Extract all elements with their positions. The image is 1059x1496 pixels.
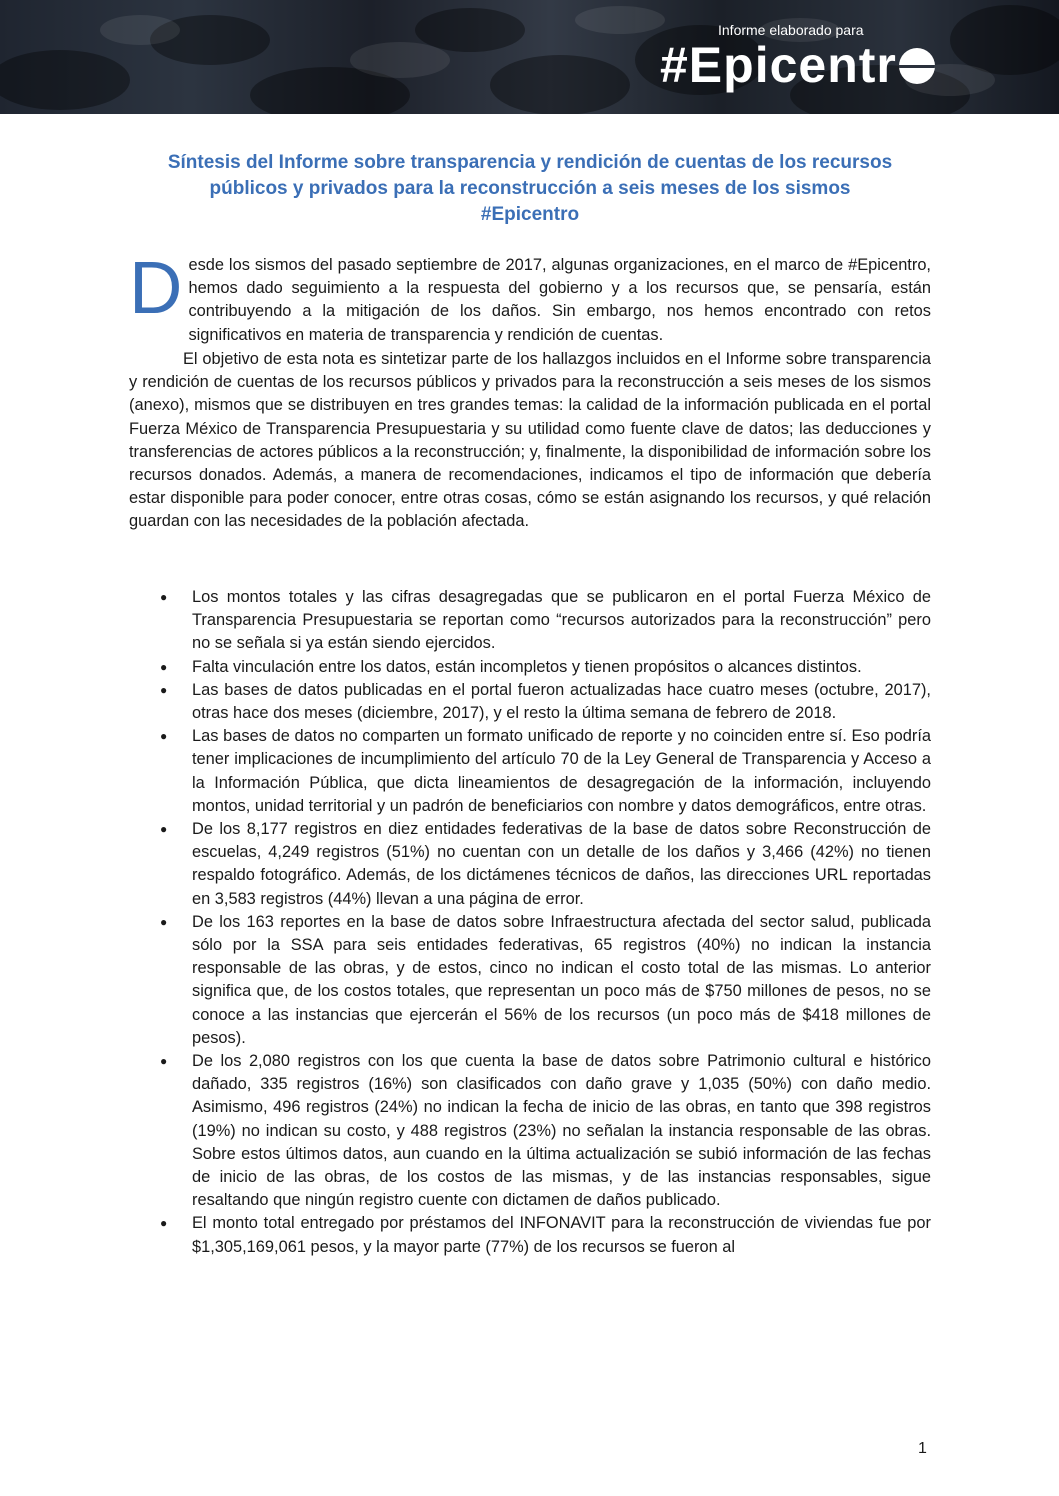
list-item <box>140 911 931 1050</box>
list-item-text: De los 2,080 registros con los que cuenta la base de datos sobre Patrimonio cultural e histórico dañado, 335 registros (16%) son clasificados con daño grave y 1,035 (50%) con daño medio. Asimismo, 496 registros (24%) no indican la fecha de inicio de las obras, en tanto que 398 registros (19%) no indican su costo, y 488 registros (23%) no señalan la instancia responsable de las obras. Sobre estos últimos datos, aun cuando en la última actualización se subió información de las fechas de inicio de las obras, de los costos de las mismas, y de las instancias responsables, sigue resaltando que ningún registro cuente con dictamen de daños publicado. <box>192 1052 931 1210</box>
document-title <box>130 150 930 228</box>
list-item-text: De los 8,177 registros en diez entidades federativas de la base de datos sobre Reconstrucción de escuelas, 4,249 registros (51%) no cuentan con un detalle de los daños y 3,466 (42%) no tienen respaldo fotográfico. Además, de los dictámenes técnicos de daños, las direcciones URL reportadas en 3,583 registros (44%) llevan a una página de error. <box>192 820 931 908</box>
list-item-text: Las bases de datos no comparten un formato unificado de reporte y no coinciden entre sí. Eso podría tener implicaciones de incumplimiento del artículo 70 de la Ley General de Transparencia y Acceso a la Información Pública, que dicta lineamientos de desagregación de la información, incluyendo montos, unidad territorial y un padrón de beneficiarios con nombre y datos demográficos, entre otras. <box>192 727 931 815</box>
logo-o-circle-icon <box>899 48 935 84</box>
bullet-icon: ● <box>160 659 168 674</box>
bullet-icon: ● <box>160 822 168 837</box>
bullet-icon: ● <box>160 1216 168 1231</box>
findings-list <box>140 586 931 1259</box>
drop-cap: D <box>129 246 183 329</box>
list-item-text: Falta vinculación entre los datos, están incompletos y tienen propósitos o alcances distintos. <box>192 657 862 676</box>
bullet-icon: ● <box>160 1054 168 1069</box>
objective-paragraph: El objetivo de esta nota es sintetizar parte de los hallazgos incluidos en el Informe sobre transparencia y rendición de cuentas de los recursos públicos y privados para la reconstrucción a seis meses de los sismos (anexo), mismos que se distribuyen en tres grandes temas: la calidad de la información publicada en el portal Fuerza México de Transparencia Presupuestaria y su utilidad como fuente clave de datos; las deducciones y transferencias de actores públicos a la reconstrucción; y, finalmente, la disponibilidad de información sobre los recursos donados. Además, a manera de recomendaciones, indicamos el tipo de información que debería estar disponible para poder conocer, entre otras cosas, cómo se están asignando los recursos, y qué relación guardan con las necesidades de la población afectada. <box>129 350 931 531</box>
bullet-icon: ● <box>160 914 168 929</box>
bullet-icon: ● <box>160 729 168 744</box>
bullet-icon: ● <box>160 590 168 604</box>
list-item <box>140 1212 931 1258</box>
epicentro-logo <box>660 36 935 94</box>
list-item <box>140 725 931 818</box>
list-item <box>140 1050 931 1212</box>
logo-text: #Epicentr <box>660 37 897 93</box>
list-item <box>140 656 931 679</box>
bullet-icon: ● <box>160 682 168 697</box>
list-item-text: El monto total entregado por préstamos del INFONAVIT para la reconstrucción de viviendas fue por $1,305,169,061 pesos, y la mayor parte (77%) de los recursos se fueron al <box>192 1214 931 1256</box>
header-banner <box>0 0 1059 114</box>
intro-paragraph <box>129 246 931 347</box>
title-line-1: Síntesis del Informe sobre transparencia y rendición de cuentas de los recursos <box>167 152 893 173</box>
banner-tagline: Informe elaborado para <box>718 22 864 38</box>
list-item <box>140 818 931 911</box>
list-item <box>140 586 931 656</box>
intro-text: esde los sismos del pasado septiembre de 2017, algunas organizaciones, en el marco de #Epicentro, hemos dado seguimiento a la respuesta del gobierno y a los recursos que, se pensaría, están contribuyendo a la mitigación de los daños. Sin embargo, nos hemos encontrado con retos significativos en materia de transparencia y rendición de cuentas. <box>188 256 931 344</box>
list-item <box>140 679 931 725</box>
title-line-3: #Epicentro <box>480 204 580 225</box>
list-item-text: Las bases de datos publicadas en el portal fueron actualizadas hace cuatro meses (octubre, 2017), otras hace dos meses (diciembre, 2017), y el resto la última semana de febrero de 2018. <box>192 680 931 723</box>
title-line-2: públicos y privados para la reconstrucción a seis meses de los sismos <box>209 178 851 199</box>
list-item-text: Los montos totales y las cifras desagregadas que se publicaron en el portal Fuerza México de Transparencia Presupuestaria se reportan como “recursos autorizados para la reconstrucción” pero no se señala si ya están siendo ejercidos. <box>192 588 931 653</box>
page-number: 1 <box>918 1440 927 1457</box>
list-item-text: De los 163 reportes en la base de datos sobre Infraestructura afectada del sector salud, publicada sólo por la SSA para seis entidades federativas, 65 registros (40%) no indican la instancia responsable de las obras, y de estos, cinco no indican el costo total de las mismas. Lo anterior significa que, de los costos totales, que representan un poco más de $750 millones de pesos, no se conoce a las instancias que ejercerán el 56% de los recursos (un poco más de $418 millones de pesos). <box>192 912 931 1047</box>
